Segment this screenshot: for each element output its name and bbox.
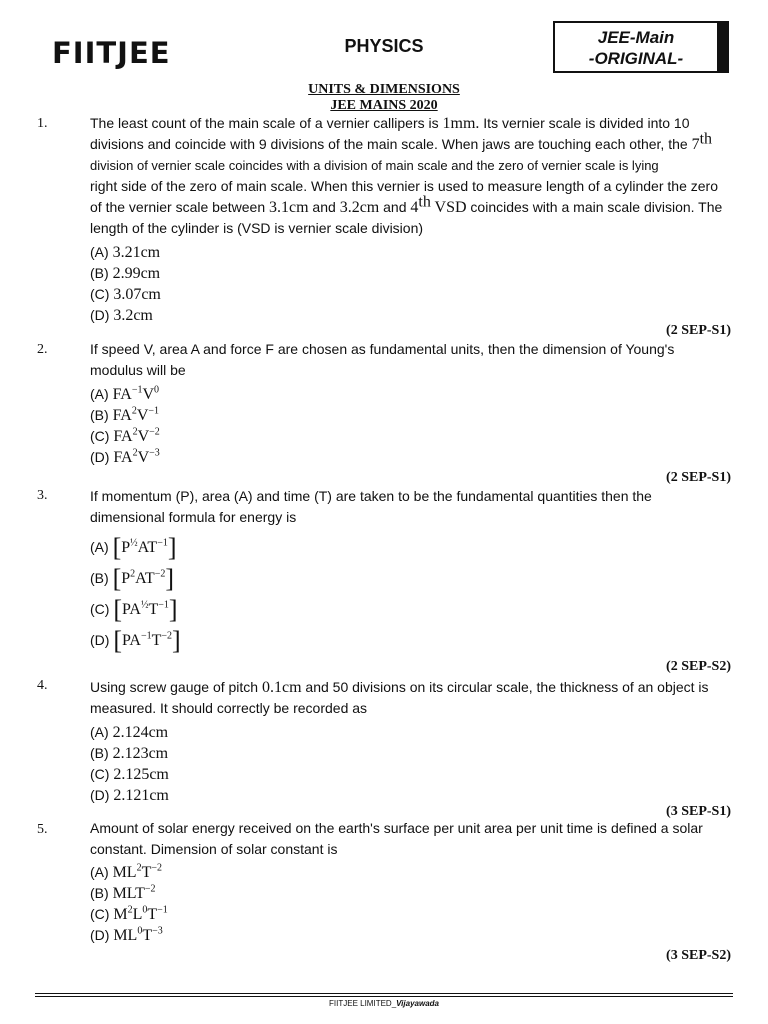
option-a: (A) 2.124cm bbox=[90, 724, 169, 741]
q4-text-math: 0.1cm bbox=[261, 679, 302, 696]
q1-line5-d: coincides with a main scale division. The bbox=[466, 199, 723, 215]
option-a: (A) $FA^{-1}V^0$ bbox=[90, 384, 160, 403]
option-a: (A) $[P^{\frac{1}{2}}AT^{-1}]$ bbox=[90, 533, 177, 562]
q1-line3: division of vernier scale coincides with a division of main scale and the zero of vernier scale is lying bbox=[90, 158, 659, 173]
q1-line4: right side of the zero of main scale. When this vernier is used to measure length of a cylinder the zero bbox=[90, 178, 718, 194]
footer-company: FIITJEE LIMITED_ bbox=[329, 999, 397, 1008]
question-1-options bbox=[90, 242, 161, 326]
question-1-text bbox=[90, 113, 730, 239]
footer-divider-double bbox=[35, 996, 733, 997]
option-a: (A) 3.21cm bbox=[90, 244, 161, 261]
topic-title: UNITS & DIMENSIONS bbox=[308, 82, 460, 97]
q1-line5-sup: th bbox=[418, 193, 431, 211]
q1-line5-math2: 3.2cm bbox=[339, 199, 380, 216]
option-d: (D) $[PA^{-1}T^{-2}]$ bbox=[90, 626, 181, 655]
footer-text bbox=[0, 999, 768, 1008]
option-d: (D) 3.2cm bbox=[90, 307, 153, 324]
question-2-text: If speed V, area A and force F are chosen as fundamental units, then the dimension of Young's modulus will be bbox=[90, 341, 675, 378]
q4-text-b: and 50 divisions on its circular scale, the thickness of an object is measured. It should correctly be recorded as bbox=[90, 679, 709, 716]
question-5-text: Amount of solar energy received on the earth's surface per unit area per unit time is defined a solar constant. Dimension of solar constant is bbox=[90, 820, 703, 857]
option-c: (C) 3.07cm bbox=[90, 286, 161, 303]
q1-line6: length of the cylinder is (VSD is vernier scale division) bbox=[90, 220, 424, 236]
q1-line1-a: The least count of the main scale of a vernier callipers is bbox=[90, 115, 443, 131]
question-5-tag: (3 SEP-S2) bbox=[666, 948, 731, 963]
footer-city: Vijayawada bbox=[396, 999, 439, 1008]
question-3-tag: (2 SEP-S2) bbox=[666, 659, 731, 674]
option-c: (C) $FA^2V^{-2}$ bbox=[90, 426, 160, 445]
question-5-options bbox=[90, 862, 168, 946]
option-c: (C) $M^2L^0T^{-1}$ bbox=[90, 904, 168, 923]
option-b: (B) $MLT^{-2}$ bbox=[90, 883, 156, 902]
subject-title: PHYSICS bbox=[344, 36, 424, 56]
q1-line5-math4: VSD bbox=[430, 199, 467, 216]
question-number: 1. bbox=[37, 116, 48, 131]
question-4-tag: (3 SEP-S1) bbox=[666, 804, 731, 819]
question-3-text: If momentum (P), area (A) and time (T) are taken to be the fundamental quantities then the dimensional formula for energy is bbox=[90, 488, 652, 525]
question-2-tag: (2 SEP-S1) bbox=[666, 470, 731, 485]
option-d: (D) $FA^2V^{-3}$ bbox=[90, 447, 160, 466]
option-b: (B) $FA^2V^{-1}$ bbox=[90, 405, 160, 424]
option-b: (B) $[P^2AT^{-2}]$ bbox=[90, 564, 175, 593]
exam-badge bbox=[553, 21, 729, 73]
q1-line5-c: and bbox=[379, 199, 411, 215]
fiitjee-logo: FIITJEE bbox=[52, 36, 171, 70]
question-2-options bbox=[90, 384, 160, 468]
exam-badge-line1: JEE-Main bbox=[597, 28, 675, 47]
question-3-options bbox=[90, 532, 181, 656]
q1-line1-math: 1mm. bbox=[442, 115, 480, 132]
q1-line5-math1: 3.1cm bbox=[269, 199, 309, 216]
option-b: (B) 2.123cm bbox=[90, 745, 169, 762]
option-c: (C) $[PA^{\frac{1}{2}}T^{-1}]$ bbox=[90, 595, 178, 624]
question-number: 4. bbox=[37, 678, 48, 693]
question-number: 2. bbox=[37, 342, 48, 357]
q1-line5-math3: 4 bbox=[410, 199, 419, 216]
q1-line2: divisions and coincide with 9 divisions of the main scale. When jaws are touching each other, the bbox=[90, 136, 692, 152]
option-b: (B) 2.99cm bbox=[90, 265, 161, 282]
question-4-text bbox=[90, 677, 730, 719]
question-1-tag: (2 SEP-S1) bbox=[666, 323, 731, 338]
q4-text-a: Using screw gauge of pitch bbox=[90, 679, 262, 695]
option-d: (D) 2.121cm bbox=[90, 787, 169, 804]
q1-line2-math: 7 bbox=[691, 136, 700, 153]
topic-subtitle: JEE MAINS 2020 bbox=[330, 98, 438, 113]
q1-line1-b: Its vernier scale is divided into 10 bbox=[479, 115, 690, 131]
q1-line5-b: and bbox=[308, 199, 340, 215]
exam-badge-line2: -ORIGINAL- bbox=[588, 49, 684, 68]
question-number: 3. bbox=[37, 488, 48, 503]
option-c: (C) 2.125cm bbox=[90, 766, 169, 783]
option-d: (D) $ML^0T^{-3}$ bbox=[90, 925, 163, 944]
question-number: 5. bbox=[37, 822, 48, 837]
footer-divider bbox=[35, 993, 733, 994]
q1-line5-a: of the vernier scale between bbox=[90, 199, 269, 215]
option-a: (A) $ML^2T^{-2}$ bbox=[90, 862, 162, 881]
question-4-options bbox=[90, 722, 169, 806]
q1-line2-sup: th bbox=[699, 130, 713, 148]
